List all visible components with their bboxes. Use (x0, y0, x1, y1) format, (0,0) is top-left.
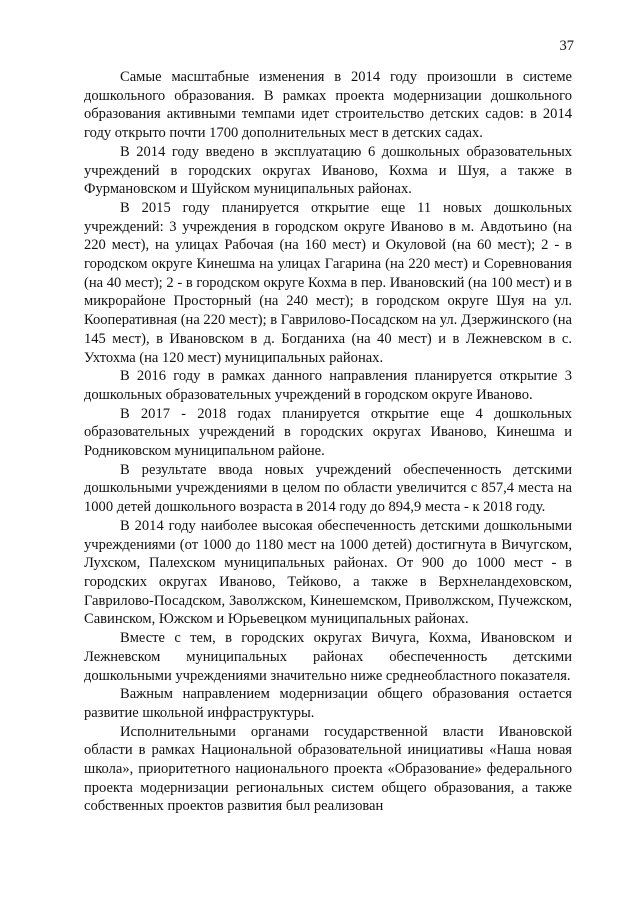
paragraph: Вместе с тем, в городских округах Вичуга, Кохма, Ивановском и Лежневском муниципальных районах обеспеченность детскими дошкольными учреждениями значительно ниже среднеобластного показателя. (84, 630, 572, 684)
paragraph: Самые масштабные изменения в 2014 году произошли в системе дошкольного образования. В рамках проекта модернизации дошкольного образования активными темпами идет строительство детских садов: в 2014 году открыто почти 1700 дополнительных мест в детских садах. (84, 69, 572, 142)
paragraph: В 2014 году наиболее высокая обеспеченность детскими дошкольными учреждениями (от 1000 до 1180 мест на 1000 детей) достигнута в Вичугском, Лухском, Палехском муниципальных районах. От 900 до 1000 мест - в городских округах Иваново, Тейково, а также в Верхнеландеховском, Гаврилово-Посадском, Заволжском, Кинешемском, Приволжском, Пучежском, Савинском, Южском и Юрьевецком муниципальных районах. (84, 517, 572, 628)
paragraph: В 2014 году введено в эксплуатацию 6 дошкольных образовательных учреждений в городских округах Иваново, Кохма и Шуя, а также в Фурмановском и Шуйском муниципальных районах. (84, 143, 572, 198)
paragraph: В 2016 году в рамках данного направления планируется открытие 3 дошкольных образовательных учреждений в городском округе Иваново. (84, 368, 572, 403)
paragraph: В результате ввода новых учреждений обеспеченность детскими дошкольными учреждениями в целом по области увеличится с 857,4 места на 1000 детей дошкольного возраста в 2014 году до 894,9 места - к 2018 году. (84, 461, 572, 516)
paragraph: Исполнительными органами государственной власти Ивановской области в рамках Национальной образовательной инициативы «Наша новая школа», приоритетного национального проекта «Образование» федерального проекта модернизации региональных систем общего образования, а также собственных проектов развития был реализован (84, 723, 572, 815)
paragraph: В 2015 году планируется открытие еще 11 новых дошкольных учреждений: 3 учреждения в городском округе Иваново в м. Авдотьино (на 220 мест), на улицах Рабочая (на 160 мест) и Окуловой (на 60 мест); 2 - в городском округе Кинешма на улицах Гагарина (на 220 мест) и Соревнования (на 40 мест); 2 - в городском округе Кохма в пер. Ивановский (на 100 мест) и в микрорайоне Просторный (на 240 мест); в городском округе Шуя на ул. Кооперативная (на 220 мест); в Гаврилово-Посадском на ул. Дзержинского (на 145 мест), в Ивановском в д. Богданиха (на 40 мест) и в Лежневском в с. Ухтохма (на 120 мест) муниципальных районах. (84, 199, 572, 366)
page-number: 37 (559, 38, 574, 54)
paragraph: В 2017 - 2018 годах планируется открытие еще 4 дошкольных образовательных учреждений в городских округах Иваново, Кинешма и Родниковском муниципальном районе. (84, 405, 572, 460)
document-body (84, 68, 572, 816)
paragraph: Важным направлением модернизации общего образования остается развитие школьной инфраструктуры. (84, 686, 572, 721)
